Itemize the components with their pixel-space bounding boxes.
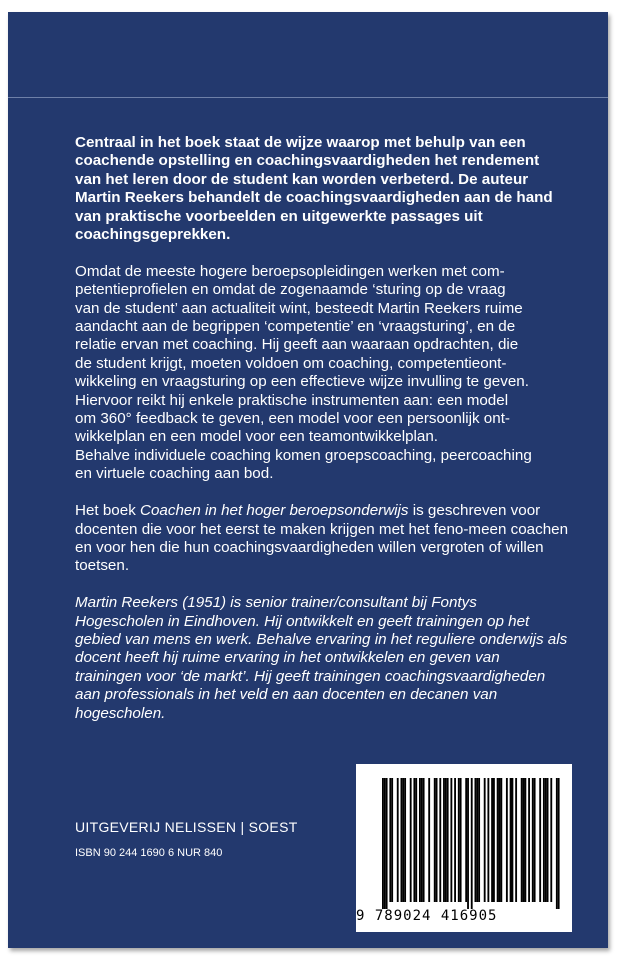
blurb-line: Behalve individuele coaching komen groepscoaching, peercoaching [75,446,532,464]
barcode-bar [491,778,493,902]
barcode-bar [465,778,467,902]
barcode-bar [506,778,508,902]
blurb-line: en virtuele coaching aan bod. [75,465,274,483]
blurb-line: wikkelplan en een model voor een teamontwikkelplan. [75,428,439,446]
barcode-bar [428,778,430,902]
blurb-line: Omdat de meeste hogere beroepsopleidingen werken met com- [75,262,505,280]
barcode-bar [415,778,417,902]
barcode-bar [419,778,421,902]
isbn-info: ISBN 90 244 1690 6 NUR 840 [75,847,223,859]
blurb-line: Hiervoor reikt hij enkele praktische instrumenten aan: een model [75,391,509,409]
barcode-bar [471,778,473,909]
barcode-bar [436,778,438,902]
barcode-bar [478,778,480,902]
barcode-bar [443,778,445,902]
barcode-bar [484,778,486,902]
barcode [356,764,572,932]
barcode-bars [356,764,572,909]
barcode-bar [476,778,478,902]
barcode-bar [434,778,436,902]
barcode-bar [391,778,393,902]
barcode-bar [423,778,425,902]
barcode-bar [439,778,441,902]
barcode-bar [500,778,502,902]
blurb-body [75,263,569,484]
barcode-bar [421,778,423,902]
barcode-bar [524,778,526,902]
barcode-bar [497,778,499,902]
barcode-bar [493,778,495,902]
barcode-bar [450,778,452,902]
barcode-number: 9 789024 416905 [356,908,498,924]
barcode-bar [534,778,536,902]
barcode-bar [547,778,549,902]
audience-text-end: is geschreven voor docenten die voor het eerst te maken krijgen met het feno-meen coachen en voor hen die hun coachingsvaardigheden willen vergroten of willen toetsen. [75,502,569,575]
barcode-bar [515,778,517,902]
divider-line [8,97,608,98]
barcode-bar [401,778,403,902]
blurb-text [75,134,569,741]
barcode-bar [458,778,460,902]
barcode-bar [487,778,489,902]
blurb-intro: Centraal in het boek staat de wijze waarop met behulp van een coachende opstelling en coachingsvaardigheden het rendement van het leren door de student kan worden verbeterd. De auteur Martin Reekers behandelt de coachingsvaardigheden aan de hand van praktische voorbeelden en uitgewerkte passages uit coachingsgeprekken. [75,134,553,244]
blurb-line: petentieprofielen en omdat de zogenaamde ‘sturing op de vraag [75,281,506,299]
barcode-bar [558,778,560,909]
barcode-bar [545,778,547,902]
barcode-bar [447,778,449,902]
barcode-bar [475,778,477,902]
barcode-bar [499,778,501,902]
barcode-bar [389,778,391,902]
blurb-line: om 360° feedback te geven, een model voor een persoonlijk ont- [75,410,510,428]
barcode-bar [460,778,462,902]
barcode-bar [539,778,541,902]
barcode-bar [528,778,530,902]
blurb-line: wikkeling en vraagsturing op een effectieve wijze invulling te geven. [75,373,529,391]
publisher-name: UITGEVERIJ NELISSEN | SOEST [75,819,298,835]
barcode-bar [543,778,545,902]
barcode-bar [512,778,514,902]
barcode-bar [382,778,384,909]
barcode-bar [532,778,534,902]
barcode-bar [556,778,558,909]
barcode-bar [386,778,388,909]
blurb-line: relatie ervan met coaching. Hij geeft aan waaraan opdrachten, die [75,336,519,354]
barcode-bar [445,778,447,902]
barcode-bar [397,778,399,902]
barcode-bar [454,778,456,902]
blurb-line: de student krijgt, moeten voldoen om coaching, competentieont- [75,354,507,372]
barcode-bar [384,778,386,909]
barcode-bar [550,778,552,902]
barcode-bar [410,778,412,902]
barcode-bar [523,778,525,902]
barcode-bar [402,778,404,902]
barcode-bar [413,778,415,902]
book-title: Coachen in het hoger beroepsonderwijs [140,502,409,520]
author-bio: Martin Reekers (1951) is senior trainer/consultant bij Fontys Hogescholen in Eindhoven. Hij ontwikkelt en geeft trainingen op het gebied van mens en werk. Behalve ervaring in het reguliere onderwijs als docent heeft hij ruime ervaring in het ontwikkelen en geven van trainingen voor ‘de markt’. Hij geeft trainingen coachingsvaardigheden aan professionals in het veld en aan docenten en decanen van hogescholen. [75,594,568,722]
blurb-line: aandacht aan de begrippen ‘competentie’ en ‘vraagsturing’, en de [75,318,516,336]
barcode-bar [404,778,406,902]
back-cover [8,12,608,948]
barcode-bar [510,778,512,902]
audience-text-start: Het boek [75,502,141,520]
barcode-bar [521,778,523,902]
blurb-line: van de student’ aan actualiteit wint, besteedt Martin Reekers ruime [75,299,523,317]
barcode-bar [467,778,469,909]
blurb-audience [75,502,569,576]
